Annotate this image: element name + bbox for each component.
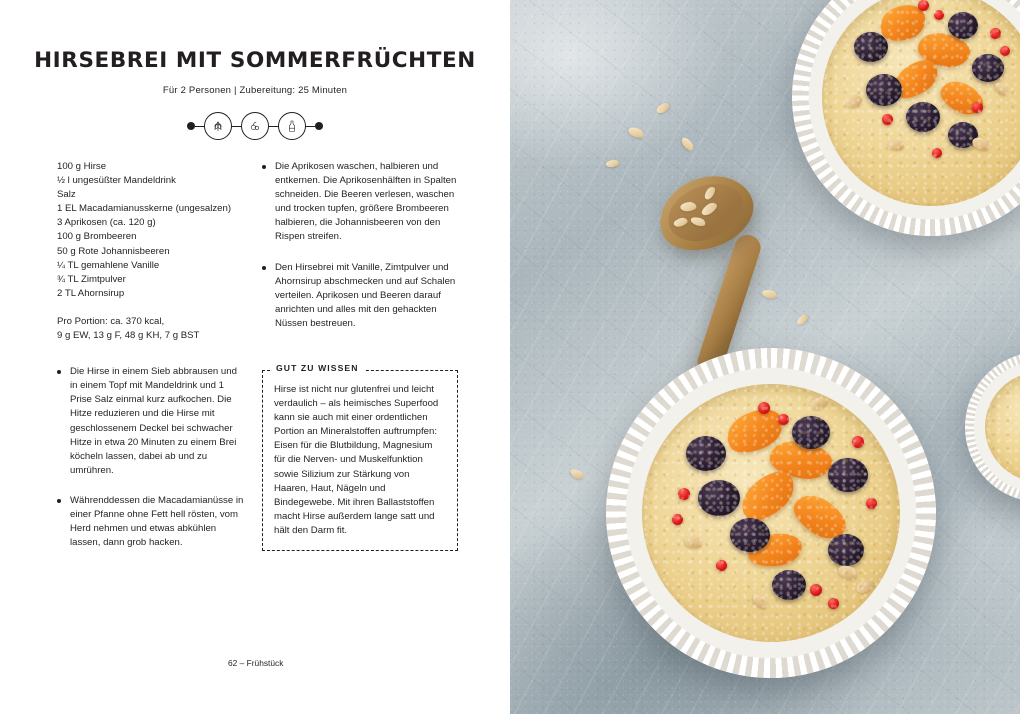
chopped-nut [854,576,876,595]
red-currant [810,584,822,596]
blackberry [828,534,864,566]
recipe-photo [510,0,1020,714]
chopped-nut [887,139,904,151]
strip-line-1 [195,126,204,127]
red-currant [990,28,1001,39]
chopped-nut [683,534,703,549]
ingredient-item: 1 EL Macadamianusskerne (ungesalzen) [57,203,232,215]
right-column [262,160,458,331]
blackberry [772,570,806,600]
apricot-slice [787,487,852,547]
red-currant [882,114,893,125]
strip-line-3 [269,126,278,127]
recipe-icon-strip [0,112,510,140]
page-title: HIRSEBREI MIT SOMMERFRÜCHTEN [34,48,476,73]
red-currant [1000,46,1010,56]
left-column [57,160,247,550]
ingredient-item: 3 Aprikosen (ca. 120 g) [57,217,156,229]
bottle-icon [278,112,306,140]
red-currant [932,148,942,158]
apricot-slice [721,402,789,460]
strip-dot-right [315,122,323,130]
ingredient-item: ½ l ungesüßter Mandeldrink [57,175,176,187]
chopped-nut [993,80,1011,98]
red-currant [972,102,983,113]
ingredient-item: 50 g Rote Johannisbeeren [57,245,170,257]
ingredient-item: 100 g Hirse [57,161,107,172]
ingredient-item: Salz [57,189,76,201]
red-currant [758,402,770,414]
info-box-text: Hirse ist nicht nur glutenfrei und leicht verdaulich – als heimisches Superfood kann sie auch mit einer ordentlichen Portion an Mineralstoffen auftrumpfen: Eisen für die Blutbildung, Magnesium für die Nerven- und Muskelfunktion sowie Silizium zur Stärkung von Haaren, Haut, Nägeln und Bindegewebe. Mit ihren Ballaststoffen macht Hirse außerdem lange satt und hält den Darm fit. [274,384,439,536]
bowl-main [606,348,936,678]
preparation-step: Währenddessen die Macadamianüsse in einer Pfanne ohne Fett hell rösten, vom Herd nehmen und etwas abkühlen lassen, dann grob hacken. [57,494,247,550]
preparation-step: Die Hirse in einem Sieb abbrausen und in einem Topf mit Mandeldrink und 1 Prise Salz einmal kurz aufkochen. Die Hitze reduzieren und die Hirse mit geschlossenem Deckel bei schwacher Hitze in etwa 20 Minuten zu einem Brei köcheln lassen, dabei ab und zu umrühren. [57,365,247,478]
apricot-slice [936,75,988,120]
red-currant [672,514,683,525]
apricot-slice [733,463,802,529]
ingredient-item: 100 g Brombeeren [57,231,137,243]
red-currant [918,0,929,11]
ingredient-item: ¾ TL Zimtpulver [57,273,126,285]
ingredient-list [57,160,247,301]
blackberry [906,102,940,132]
blackberry [828,458,868,492]
berry-icon [241,112,269,140]
grain-icon [204,112,232,140]
blackberry [792,416,830,449]
red-currant [716,560,727,571]
millet-porridge [642,384,900,642]
millet-porridge [985,372,1020,482]
nutrition-line-2: 9 g EW, 13 g F, 48 g KH, 7 g BST [57,330,200,342]
blackberry [948,122,978,148]
chopped-nut [836,563,859,583]
blackberry [948,12,978,39]
red-currant [828,598,839,609]
red-currant [934,10,944,20]
blackberry [866,74,902,106]
chopped-nut [750,592,770,611]
red-currant [678,488,690,500]
preparation-step: Den Hirsebrei mit Vanille, Zimtpulver und Ahornsirup abschmecken und auf Schalen verteilen. Aprikosen und Beeren darauf anrichten und alles mit den gehackten Nüssen bestreuen. [262,261,458,331]
apricot-slice [746,530,804,569]
chopped-nut [970,135,991,153]
info-box [262,370,458,551]
chopped-nut [845,94,864,110]
red-currant [778,414,789,425]
apricot-slice [767,437,834,483]
millet-porridge [822,0,1020,206]
blackberry [730,518,770,552]
preparation-steps-right [262,160,458,331]
apricot-slice [888,53,945,105]
preparation-step: Die Aprikosen waschen, halbieren und entkernen. Die Aprikosenhälften in Spalten schneiden. Die Beeren verlesen, waschen und trocken tupfen, größere Brombeeren halbieren, die Johannisbeeren von den Rispen streifen. [262,160,458,245]
info-box-title: GUT ZU WISSEN [272,363,365,373]
strip-line-2 [232,126,241,127]
apricot-slice [876,0,930,46]
recipe-subtitle: Für 2 Personen | Zubereitung: 25 Minuten [162,85,348,96]
blackberry [854,32,888,62]
preparation-steps-left [57,365,247,550]
red-currant [866,498,877,509]
red-currant [852,436,864,448]
apricot-slice [915,29,973,71]
blackberry [698,480,740,516]
nutrition-line-1: Pro Portion: ca. 370 kcal, [57,315,165,327]
strip-line-4 [306,126,315,127]
chopped-nut [809,396,828,411]
ingredient-item: ¼ TL gemahlene Vanille [57,259,160,271]
nutrition-info [57,315,247,343]
ingredient-item: 2 TL Ahornsirup [57,287,125,299]
strip-dot-left [187,122,195,130]
blackberry [972,54,1004,82]
page-folio: 62 – Frühstück [228,658,284,668]
blackberry [686,436,726,471]
